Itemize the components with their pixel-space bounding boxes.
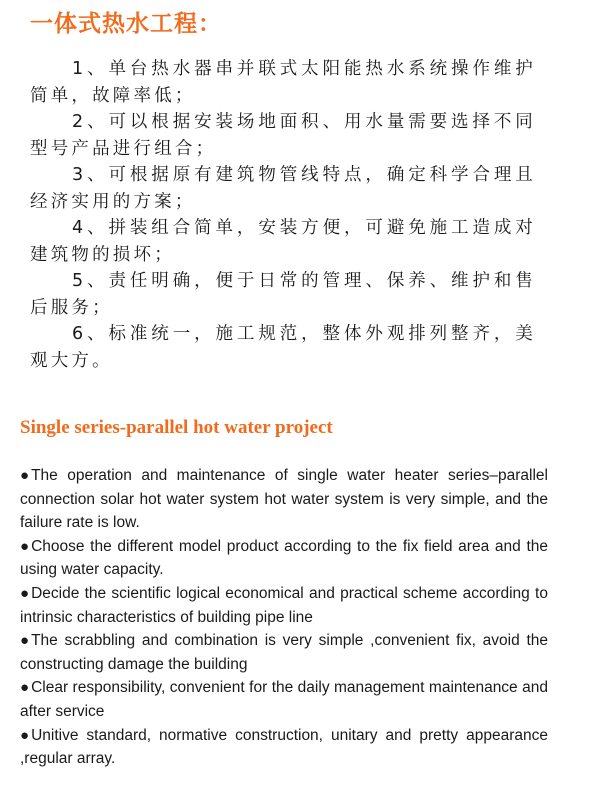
en-feature-item [20, 464, 548, 535]
en-feature-text: Unitive standard, normative construction, unitary and pretty appearance ,regular array. [20, 726, 548, 768]
cn-section-title: 一体式热水工程： [30, 11, 222, 37]
cn-feature-item: 4、拼装组合简单，安装方便，可避免施工造成对建筑物的损坏； [30, 218, 536, 265]
en-section-title: Single series-parallel hot water project [20, 417, 333, 438]
bullet-icon: ● [20, 679, 30, 697]
en-feature-list [20, 464, 548, 771]
en-feature-text: Decide the scientific logical economical and practical scheme according to intrinsic characteristics of building pipe line [20, 584, 548, 626]
en-feature-item [20, 724, 548, 771]
cn-feature-item: 1、单台热水器串并联式太阳能热水系统操作维护简单，故障率低； [30, 59, 536, 106]
bullet-icon: ● [20, 467, 30, 484]
bullet-icon: ● [20, 584, 30, 602]
bullet-icon: ● [20, 726, 30, 744]
en-feature-item [20, 535, 548, 582]
en-feature-item [20, 676, 548, 723]
en-feature-text: The scrabbling and combination is very simple ,convenient fix, avoid the constructing damage the building [20, 632, 548, 673]
en-feature-text: The operation and maintenance of single water heater series–parallel connection solar hot water system hot water system is very simple, and the failure rate is low. [20, 467, 548, 532]
bullet-icon: ● [20, 537, 30, 555]
cn-feature-item: 6、标准统一，施工规范，整体外观排列整齐，美观大方。 [30, 324, 536, 371]
en-feature-item [20, 582, 548, 629]
cn-feature-list [30, 56, 536, 374]
cn-feature-item: 5、责任明确，便于日常的管理、保养、维护和售后服务； [30, 271, 536, 318]
cn-feature-item: 2、可以根据安装场地面积、用水量需要选择不同型号产品进行组合； [30, 112, 536, 159]
cn-feature-item: 3、可根据原有建筑物管线特点，确定科学合理且经济实用的方案； [30, 165, 536, 212]
en-feature-text: Clear responsibility, convenient for the daily management maintenance and after service [20, 679, 548, 720]
en-feature-text: Choose the different model product according to the fix field area and the using water capacity. [20, 537, 548, 579]
en-feature-item [20, 629, 548, 676]
bullet-icon: ● [20, 632, 30, 650]
